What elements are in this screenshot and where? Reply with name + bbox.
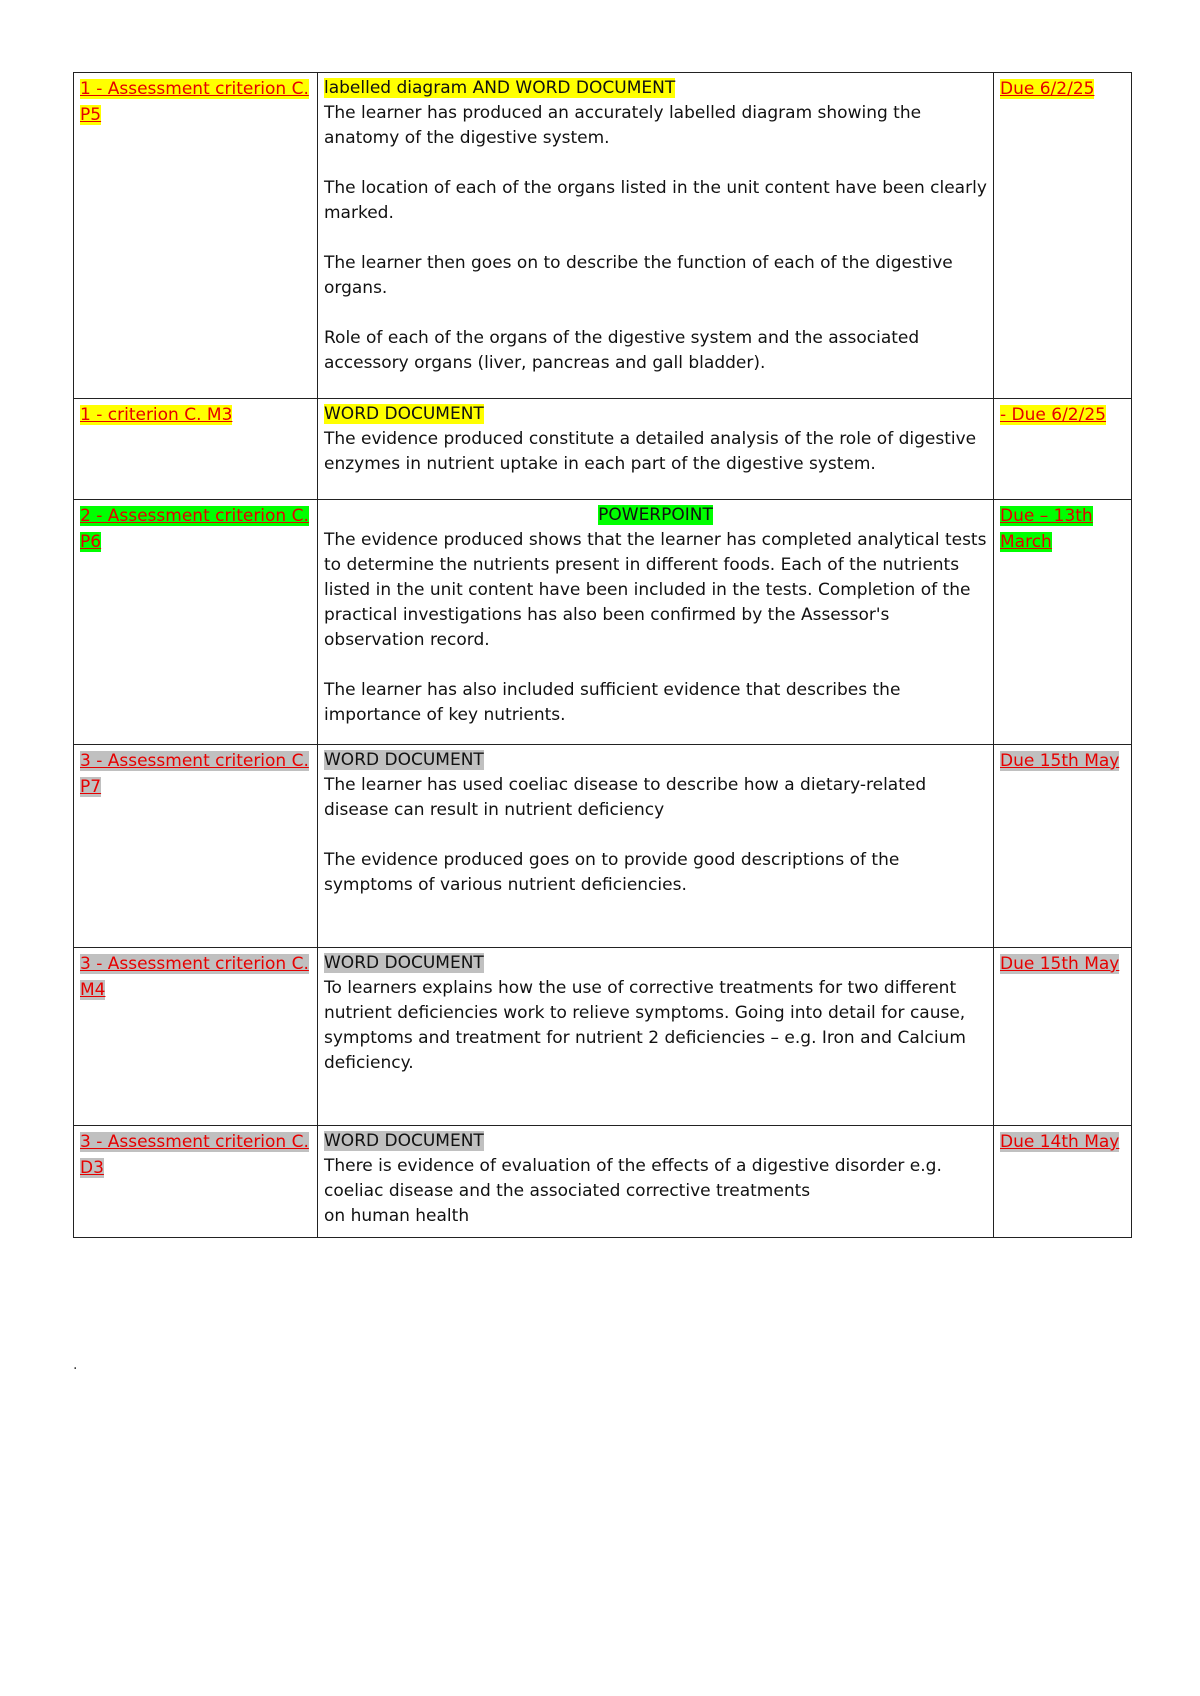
due-date-cell (994, 1126, 1132, 1238)
criterion-label: 1 - criterion C. M3 (80, 405, 233, 425)
assessment-table (73, 72, 1132, 1238)
document-type-label: POWERPOINT (598, 505, 713, 525)
due-date-cell (994, 745, 1132, 948)
criterion-cell (74, 745, 318, 948)
description-cell (318, 500, 994, 745)
due-date-cell (994, 948, 1132, 1126)
description-cell (318, 399, 994, 500)
criterion-cell (74, 500, 318, 745)
description-paragraph: on human health (324, 1206, 470, 1226)
description-paragraph: The learner has used coeliac disease to describe how a dietary-related disease can result in nutrient deficiency (324, 775, 927, 820)
due-date: Due 6/2/25 (1000, 79, 1095, 99)
table-row (74, 399, 1132, 500)
document-type-label: labelled diagram AND WORD DOCUMENT (324, 78, 676, 98)
due-date-cell (994, 73, 1132, 399)
due-date: Due 15th May (1000, 751, 1120, 771)
table-row (74, 500, 1132, 745)
document-type-label: WORD DOCUMENT (324, 404, 484, 424)
criterion-cell (74, 399, 318, 500)
table-row (74, 1126, 1132, 1238)
criterion-cell (74, 1126, 318, 1238)
criterion-label: 1 - Assessment criterion C. P5 (80, 79, 309, 125)
criterion-label: 2 - Assessment criterion C. P6 (80, 506, 309, 552)
document-type-label: WORD DOCUMENT (324, 1131, 484, 1151)
due-date: Due – 13th March (1000, 506, 1093, 552)
description-paragraph: The evidence produced constitute a detailed analysis of the role of digestive enzymes in nutrient uptake in each part of the digestive system. (324, 429, 977, 474)
document-type-label: WORD DOCUMENT (324, 750, 484, 770)
footer-mark: . (73, 1357, 78, 1373)
description-cell (318, 948, 994, 1126)
description-paragraph: The evidence produced goes on to provide good descriptions of the symptoms of various nutrient deficiencies. (324, 850, 900, 895)
due-date: Due 15th May (1000, 954, 1120, 974)
table-row (74, 745, 1132, 948)
description-paragraph: Role of each of the organs of the digestive system and the associated accessory organs (liver, pancreas and gall bladder). (324, 328, 920, 373)
criterion-label: 3 - Assessment criterion C. P7 (80, 751, 309, 797)
due-date-cell (994, 500, 1132, 745)
due-date: Due 14th May (1000, 1132, 1120, 1152)
description-paragraph: The learner then goes on to describe the function of each of the digestive organs. (324, 253, 953, 298)
document-type-label: WORD DOCUMENT (324, 953, 484, 973)
criterion-label: 3 - Assessment criterion C. D3 (80, 1132, 309, 1178)
due-date-cell (994, 399, 1132, 500)
description-paragraph: There is evidence of evaluation of the effects of a digestive disorder e.g. coeliac disease and the associated corrective treatments (324, 1156, 942, 1201)
description-cell (318, 1126, 994, 1238)
criterion-cell (74, 73, 318, 399)
criterion-label: 3 - Assessment criterion C. M4 (80, 954, 309, 1000)
description-cell (318, 745, 994, 948)
description-paragraph: The learner has also included sufficient evidence that describes the importance of key nutrients. (324, 680, 901, 725)
due-date: - Due 6/2/25 (1000, 405, 1106, 425)
description-paragraph: The learner has produced an accurately labelled diagram showing the anatomy of the digestive system. (324, 103, 922, 148)
table-row (74, 73, 1132, 399)
criterion-cell (74, 948, 318, 1126)
description-paragraph: The evidence produced shows that the learner has completed analytical tests to determine the nutrients present in different foods. Each of the nutrients listed in the unit content have been included in the tests. Completion of the practical investigations has also been confirmed by the Assessor's observation record. (324, 530, 987, 650)
description-paragraph: To learners explains how the use of corrective treatments for two different nutrient deficiencies work to relieve symptoms. Going into detail for cause, symptoms and treatment for nutrient 2 deficiencies – e.g. Iron and Calcium deficiency. (324, 978, 966, 1073)
description-cell (318, 73, 994, 399)
table-row (74, 948, 1132, 1126)
description-paragraph: The location of each of the organs listed in the unit content have been clearly marked. (324, 178, 987, 223)
